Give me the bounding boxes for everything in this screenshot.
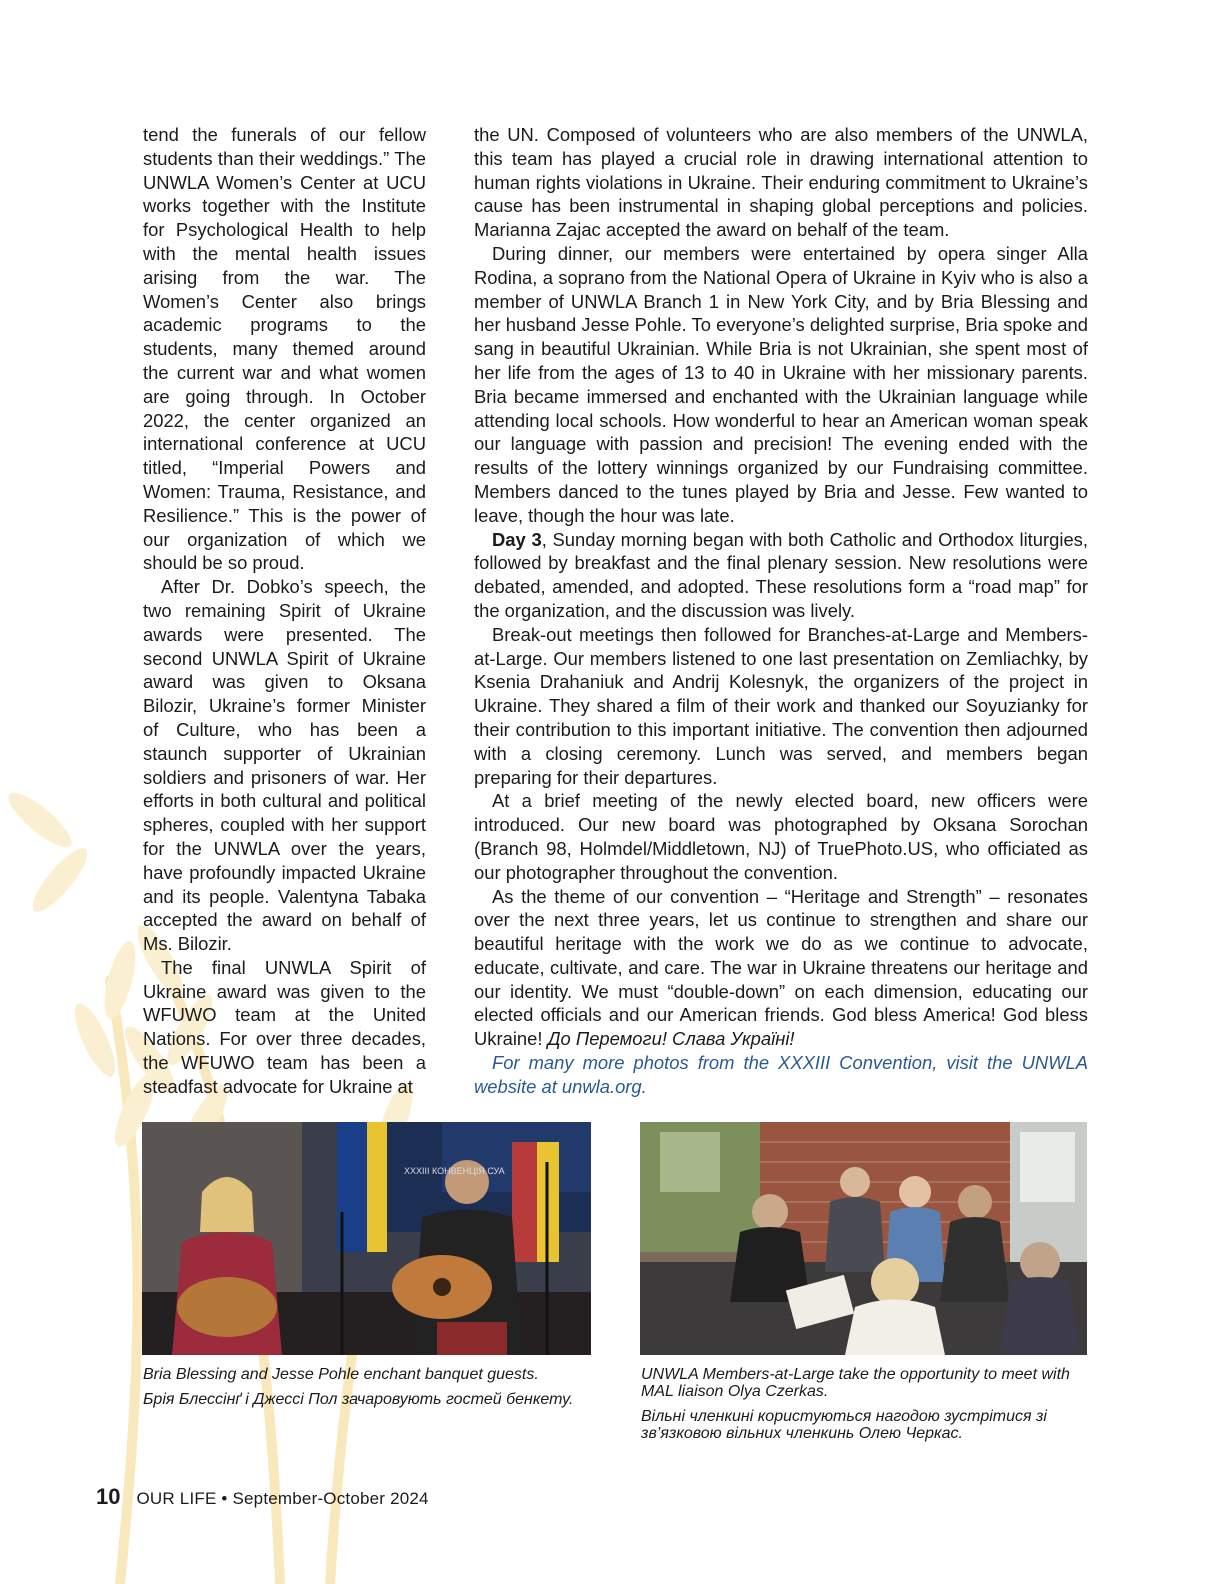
caption-1-ukrainian: Брія Блессінґ і Джессі Пол зачаровують гостей бенкету. xyxy=(143,1391,574,1408)
right-paragraph-1: the UN. Composed of volunteers who are also members of the UNWLA, this team has played a crucial role in drawing international attention to human rights violations in Ukraine. Their enduring commitment to Ukraine’s cause has been instrumental in shaping global perceptions and policies. Marianna Zajac accepted the award on behalf of the team. xyxy=(474,124,1088,241)
left-paragraph-1: tend the funerals of our fellow students than their weddings.” The UNWLA Women’s Center at UCU works together with the Institute for Psychological Health to help with the mental health issues arising from the war. The Women’s Center also brings academic programs to the students, many themed around the current war and what women are going through. In October 2022, the center organized an international conference at UCU titled, “Imperial Powers and Women: Trauma, Resistance, and Resilience.” This is the power of our organization of which we should be so proud. xyxy=(143,124,426,574)
right-paragraph-2: During dinner, our members were entertained by opera singer Alla Rodina, a soprano from the National Opera of Ukraine in Kyiv who is also a member of UNWLA Branch 1 in New York City, and by Bria Blessing and her husband Jesse Pohle. To everyone’s delighted surprise, Bria spoke and sang in beautiful Ukrainian. While Bria is not Ukrainian, she spent most of her life from the ages of 13 to 40 in Ukraine with her missionary parents. Bria became immersed and enchanted with the Ukrainian language while attending local schools. How wonderful to hear an American woman speak our language with passion and precision! The evening ended with the results of the lottery winnings organized by our Fundraising committee. Members danced to the tunes played by Bria and Jesse. Few wanted to leave, though the hour was late. xyxy=(474,242,1088,526)
page-number: 10 xyxy=(96,1484,121,1509)
caption-photo-1 xyxy=(143,1366,588,1416)
photo-meeting xyxy=(640,1122,1087,1355)
page-footer xyxy=(96,1484,429,1508)
day-3-text: , Sunday morning began with both Catholic and Orthodox liturgies, followed by breakfast and the final plenary session. New resolutions were debated, amended, and adopted. These resolutions form a “road map” for the organization, and the discussion was lively. xyxy=(474,528,1088,621)
right-paragraph-5: At a brief meeting of the newly elected board, new officers were introduced. Our new board was photographed by Oksana Sorochan (Branch 98, Holmdel/Middletown, NJ) of TruePhoto.US, who officiated as our photographer throughout the convention. xyxy=(474,790,1088,883)
photo-musicians xyxy=(142,1122,591,1355)
caption-photo-2 xyxy=(641,1366,1087,1450)
right-paragraph-4: Break-out meetings then followed for Branches-at-Large and Members-at-Large. Our members listened to one last presentation on Zemliachky, by Ksenia Drahaniuk and Andrij Kolesnyk, the organizers of the project in Ukraine. They shared a film of their work and thanked our Soyuzianky for their contribution to this important initiative. The convention then adjourned with a closing ceremony. Lunch was served, and members began preparing for their departures. xyxy=(474,623,1088,788)
ukrainian-slogan: До Перемоги! Слава Україні! xyxy=(547,1028,795,1050)
caption-1-english: Bria Blessing and Jesse Pohle enchant banquet guests. xyxy=(143,1366,539,1383)
website-note: For many more photos from the XXXIII Convention, visit the UNWLA website at unwla.org. xyxy=(474,1052,1088,1097)
left-paragraph-3: The final UNWLA Spirit of Ukraine award was given to the WFUWO team at the United Nations. For over three decades, the WFUWO team has been a steadfast advocate for Ukraine at xyxy=(143,956,426,1097)
caption-2-ukrainian: Вільні членкині користуються нагодою зустрітися зі зв’язковою вільних членкинь Олею Черкас. xyxy=(641,1408,1047,1442)
banner-text: XXXIII КОНВЕНЦІЯ СУА xyxy=(404,1166,505,1176)
left-paragraph-2: After Dr. Dobko’s speech, the two remaining Spirit of Ukraine awards were presented. The second UNWLA Spirit of Ukraine award was given to Oksana Bilozir, Ukraine’s former Minister of Culture, who has been a staunch supporter of Ukrainian soldiers and prisoners of war. Her efforts in both cultural and political spheres, coupled with her support for the UNWLA over the years, have profoundly impacted Ukraine and its people. Valentyna Tabaka accepted the award on behalf of Ms. Bilozir. xyxy=(143,576,426,955)
publication-info: OUR LIFE • September-October 2024 xyxy=(136,1489,429,1508)
closing-text: As the theme of our convention – “Heritage and Strength” – resonates over the next three years, let us continue to strengthen and share our beautiful heritage with the work we do as we continue to advocate, educate, cultivate, and care. The war in Ukraine threatens our heritage and our identity. We must “double-down” on each dimension, educating our elected officials and our American friends. God bless America! God bless Ukraine! xyxy=(474,885,1088,1050)
left-text-column xyxy=(143,123,426,1099)
right-paragraph-6 xyxy=(474,885,1088,1052)
right-paragraph-3 xyxy=(474,528,1088,623)
day-3-lead: Day 3 xyxy=(492,528,542,550)
right-text-column xyxy=(474,123,1088,1099)
caption-2-english: UNWLA Members-at-Large take the opportunity to meet with MAL liaison Olya Czerkas. xyxy=(641,1366,1070,1400)
